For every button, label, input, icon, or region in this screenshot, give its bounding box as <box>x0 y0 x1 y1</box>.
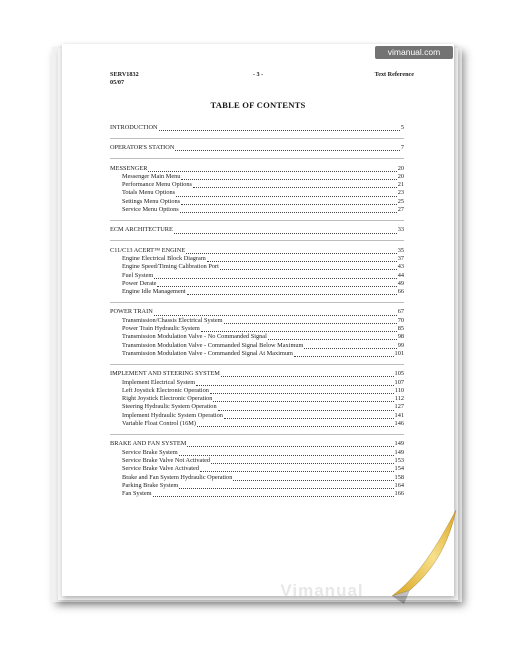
toc-entry-label: OPERATOR'S STATION <box>110 144 175 152</box>
dot-leader <box>179 450 394 456</box>
toc-entry-label: Performance Menu Options <box>122 181 192 189</box>
dot-leader <box>210 388 394 394</box>
toc-section <box>110 220 404 240</box>
watermark-top: vimanual.com <box>375 46 453 59</box>
toc-subentry[interactable] <box>110 395 404 403</box>
dot-leader <box>176 191 397 197</box>
toc-entry-label: Brake and Fan System Hydraulic Operation <box>122 473 233 481</box>
toc-title: TABLE OF CONTENTS <box>210 100 306 110</box>
toc-entry-page: 37 <box>397 254 404 262</box>
toc-subentry[interactable] <box>110 350 404 358</box>
toc-entry-page: 110 <box>394 386 404 394</box>
toc-entry[interactable] <box>110 144 404 152</box>
dot-leader <box>179 483 393 489</box>
toc-entry[interactable] <box>110 440 404 448</box>
dot-leader <box>181 199 397 205</box>
section-gap <box>110 498 404 504</box>
toc-entry-page: 141 <box>394 411 404 419</box>
toc-entry-label: Power Derate <box>122 279 157 287</box>
doc-id: SERV1832 <box>110 71 139 78</box>
toc-section <box>110 158 404 220</box>
dot-leader <box>213 396 393 402</box>
dot-leader <box>197 421 394 427</box>
dot-leader <box>154 310 397 316</box>
watermark-center: Vimanual <box>280 581 364 596</box>
toc-subentry[interactable] <box>110 379 404 387</box>
toc-entry-page: 105 <box>394 370 404 378</box>
toc-entry-label: Left Joystick Electronic Operation <box>122 386 209 394</box>
toc-entry-page: 27 <box>397 206 404 214</box>
toc-entry-label: Variable Float Control (16M) <box>122 420 196 428</box>
toc-entry-page: 44 <box>397 271 404 279</box>
page-curl-icon <box>390 508 460 608</box>
dot-leader <box>193 182 397 188</box>
dot-leader <box>220 264 397 270</box>
toc-subentry[interactable] <box>110 482 404 490</box>
toc-entry-label: Implement Hydraulic System Operation <box>122 411 223 419</box>
toc-entry-label: Transmission Modulation Valve - Commanded Signal Below Maximum <box>122 341 304 349</box>
toc-entry[interactable] <box>110 124 404 132</box>
toc-entry-label: Service Menu Options <box>122 206 179 214</box>
toc-section <box>110 364 404 434</box>
dot-leader <box>201 326 397 332</box>
doc-type: Text Reference <box>374 71 414 78</box>
toc-subentry[interactable] <box>110 412 404 420</box>
toc-entry-label: Transmission/Chassis Electrical System <box>122 316 223 324</box>
toc-entry[interactable] <box>110 308 404 316</box>
toc-entry-label: Right Joystick Electronic Operation <box>122 395 213 403</box>
toc-entry-page: 149 <box>394 448 404 456</box>
page-number: - 3 - <box>252 71 264 78</box>
toc-entry-label: MESSENGER <box>110 164 148 172</box>
toc-subentry[interactable] <box>110 263 404 271</box>
toc-entry-label: IMPLEMENT AND STEERING SYSTEM <box>110 370 220 378</box>
toc-subentry[interactable] <box>110 206 404 214</box>
dot-leader <box>175 145 399 151</box>
toc-entry-label: Engine Speed/Timing Calibration Port <box>122 263 219 271</box>
toc-entry-label: C11/C13 ACERT™ ENGINE <box>110 246 186 254</box>
dot-leader <box>304 343 396 349</box>
toc-entry-page: 21 <box>397 181 404 189</box>
dot-leader <box>186 248 397 254</box>
toc-entry-label: Transmission Modulation Valve - Commanded Signal At Maximum <box>122 349 293 357</box>
toc-entry-page: 20 <box>397 172 404 180</box>
toc-entry[interactable] <box>110 247 404 255</box>
toc-subentry[interactable] <box>110 333 404 341</box>
toc-entry-page: 49 <box>397 279 404 287</box>
dot-leader <box>187 441 393 447</box>
toc-entry[interactable] <box>110 226 404 234</box>
dot-leader <box>268 334 397 340</box>
dot-leader <box>211 458 394 464</box>
toc-entry[interactable] <box>110 165 404 173</box>
dot-leader <box>159 125 400 131</box>
toc-entry-page: 25 <box>397 197 404 205</box>
toc-subentry[interactable] <box>110 387 404 395</box>
toc-subentry[interactable] <box>110 272 404 280</box>
toc-entry-page: 158 <box>394 473 404 481</box>
dot-leader <box>154 273 396 279</box>
toc-subentry[interactable] <box>110 490 404 498</box>
dot-leader <box>224 318 397 324</box>
toc-entry-label: Service Brake Valve Not Activated <box>122 456 211 464</box>
toc-entry-label: Implement Electrical System <box>122 378 196 386</box>
toc-section <box>110 138 404 158</box>
toc-entry-label: Transmission Modulation Valve - No Commanded Signal <box>122 333 267 341</box>
dot-leader <box>221 371 394 377</box>
toc-entry-page: 99 <box>397 341 404 349</box>
toc-entry-page: 101 <box>394 349 404 357</box>
toc-entry-page: 107 <box>394 378 404 386</box>
toc-section <box>110 434 404 504</box>
toc-entry-label: Fuel System <box>122 271 154 279</box>
dot-leader <box>181 174 396 180</box>
toc-entry-page: 98 <box>397 333 404 341</box>
toc-entry-label: Service Brake Valve Activated <box>122 465 199 473</box>
toc-subentry[interactable] <box>110 317 404 325</box>
toc-entry-label: INTRODUCTION <box>110 124 158 131</box>
toc-entry-label: Settings Menu Options <box>122 197 181 205</box>
toc-subentry[interactable] <box>110 474 404 482</box>
toc-entry-label: Steering Hydraulic System Operation <box>122 403 217 411</box>
toc-entry-page: 154 <box>394 465 404 473</box>
toc-section <box>110 124 404 138</box>
toc-entry-label: BRAKE AND FAN SYSTEM <box>110 440 187 448</box>
toc-subentry[interactable] <box>110 342 404 350</box>
toc-entry-label: Power Train Hydraulic System <box>122 325 200 333</box>
toc-entry-page: 85 <box>397 325 404 333</box>
toc-section <box>110 240 404 302</box>
toc-entry-label: Totals Menu Options <box>122 189 176 197</box>
toc-entry-page: 35 <box>397 246 404 254</box>
toc-entry-page: 67 <box>397 308 404 316</box>
dot-leader <box>207 256 397 262</box>
toc-entry-page: 20 <box>397 164 404 172</box>
toc-entry-page: 7 <box>400 144 404 152</box>
toc-subentry[interactable] <box>110 465 404 473</box>
toc-subentry[interactable] <box>110 420 404 428</box>
toc-subentry[interactable] <box>110 280 404 288</box>
toc-subentry[interactable] <box>110 255 404 263</box>
dot-leader <box>157 281 396 287</box>
toc-entry-page: 149 <box>394 440 404 448</box>
toc-entry-label: Engine Electrical Block Diagram <box>122 254 206 262</box>
toc-entry-label: POWER TRAIN <box>110 308 153 316</box>
toc-subentry[interactable] <box>110 325 404 333</box>
toc-subentry[interactable] <box>110 173 404 181</box>
toc-entry-page: 5 <box>400 124 404 131</box>
toc-entry-page: 153 <box>394 456 404 464</box>
dot-leader <box>294 351 394 357</box>
dot-leader <box>180 207 397 213</box>
dot-leader <box>224 413 394 419</box>
dot-leader <box>218 405 394 411</box>
dot-leader <box>187 289 397 295</box>
toc-entry[interactable] <box>110 370 404 378</box>
dot-leader <box>174 228 397 234</box>
toc-entry-page: 146 <box>394 420 404 428</box>
toc-entry-label: Fan System <box>122 490 152 498</box>
toc-subentry[interactable] <box>110 181 404 189</box>
toc-subentry[interactable] <box>110 189 404 197</box>
toc-entry-page: 164 <box>394 481 404 489</box>
dot-leader <box>200 466 394 472</box>
toc-entry-page: 23 <box>397 189 404 197</box>
toc-entry-page: 33 <box>397 226 404 234</box>
toc-subentry[interactable] <box>110 457 404 465</box>
dot-leader <box>233 475 393 481</box>
toc-entry-page: 66 <box>397 288 404 296</box>
toc-subentry[interactable] <box>110 449 404 457</box>
toc-entry-page: 112 <box>394 395 404 403</box>
toc-entry-label: ECM ARCHITECTURE <box>110 226 173 234</box>
toc-entry-label: Engine Idle Management <box>122 288 186 296</box>
toc-entry-label: Parking Brake System <box>122 481 179 489</box>
doc-date: 05/07 <box>110 79 125 86</box>
toc-entry-label: Service Brake System <box>122 448 178 456</box>
dot-leader <box>148 166 396 172</box>
toc-subentry[interactable] <box>110 403 404 411</box>
toc-entry-page: 70 <box>397 316 404 324</box>
toc-entry-page: 127 <box>394 403 404 411</box>
toc-section <box>110 302 404 364</box>
toc-subentry[interactable] <box>110 198 404 206</box>
toc-entry-page: 43 <box>397 263 404 271</box>
toc-entry-page: 166 <box>394 490 404 498</box>
dot-leader <box>153 491 394 497</box>
table-of-contents <box>110 124 404 504</box>
toc-entry-label: Messenger Main Menu <box>122 172 181 180</box>
toc-subentry[interactable] <box>110 288 404 296</box>
dot-leader <box>196 380 393 386</box>
